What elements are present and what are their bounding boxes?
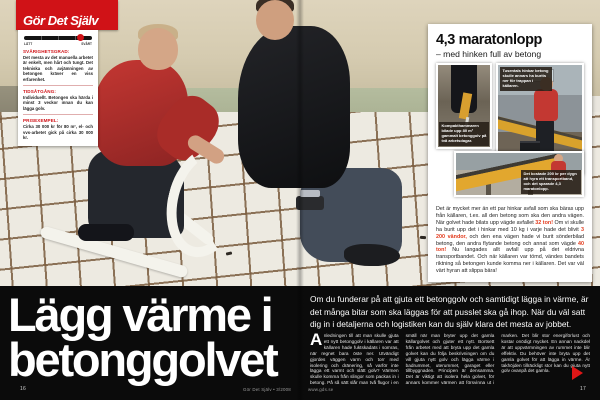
body-column-1: nledningen till att man skulle gjuta ett nytt betonggolv i källaren var att källaren hade fuktskadats i somras, när regnet bara öste ner. Utvändigt gjordes väggen varm och torr med isolering och dränering, så varför inte lägga ett varmt och slätt golv? Värmen skulle komma från slingor som packas in i betong. På så xyxy=(310,333,399,386)
photo-conveyor xyxy=(454,151,584,197)
body-column-2: sätt slår man två flugor i en smäll när man bryter upp det gamla källargolvet och gjuter ett nytt. Bortsett från arbetet med att bryta upp det gamla golvet kan du följa beskrivningen om du vill gjuta nytt golv och lägga värme i badrummet, uterummet, garaget eller tillbyggnaden. Principen är densamma. Det är viktigt att isolera xyxy=(340,333,495,386)
page-number-left: 16 xyxy=(20,386,26,392)
worker-right-head xyxy=(256,0,294,40)
panel-divider xyxy=(23,114,93,115)
masthead-banner xyxy=(16,0,118,30)
sidebar-photo-collage xyxy=(436,63,584,201)
caption-bucket: Tusentals hinkar betong skulle annars ha burits ner för trappan i källaren. xyxy=(500,67,552,91)
scale-tick xyxy=(58,36,59,40)
worker-right-shoe xyxy=(344,244,400,266)
worker-left-shoe xyxy=(78,224,134,241)
mesh-clip xyxy=(420,236,426,240)
drop-cap: A xyxy=(310,333,323,349)
difficulty-heading: SVÅRIGHETSGRAD: xyxy=(23,49,70,54)
price-heading: PRISEXEMPEL: xyxy=(23,118,59,124)
price-text: Cirka 30 000 kr för 80 m², el- och vvs-arbetet gick på cirka 30 000 kr. xyxy=(23,124,93,141)
bucket-man-torso xyxy=(534,89,558,121)
difficulty-marker-icon xyxy=(77,34,84,41)
website-footer: www.gds.se xyxy=(308,387,334,392)
worker-right-torso xyxy=(238,26,350,188)
info-panel xyxy=(18,30,98,146)
feature-headline xyxy=(8,288,277,386)
drill-tool-top xyxy=(300,190,320,197)
page-number-right: 17 xyxy=(580,386,586,392)
difficulty-scale-labels xyxy=(24,42,92,46)
panel-divider xyxy=(23,85,93,86)
difficulty-scale xyxy=(24,36,92,40)
headline-line2: betonggolvet xyxy=(8,333,277,386)
scale-tick xyxy=(41,36,42,40)
feature-body-columns xyxy=(310,333,590,387)
difficulty-text: Det mesta av det manuella arbetet är enkelt, men hårt och tungt. Det tekniska och avjämningen av betongen kräver en viss erfarenhet. xyxy=(23,55,93,82)
feature-intro: Om du funderar på att gjuta ett betonggolv och samtidigt lägga in värme, är det många bitar som ska läggas för att pusslet ska gå ihop. När du väl satt dig in i detaljerna och logistiken kan du själv klara det mesta av jobbet. xyxy=(310,294,589,330)
headline-line1: Lägg värme i xyxy=(8,288,272,341)
worker-left-head xyxy=(138,28,178,70)
scale-label-hard: SVÅRT xyxy=(81,42,92,46)
drill-tool xyxy=(296,196,324,210)
feature-band xyxy=(0,286,600,400)
time-text: Individuellt. Betongen ska härda i minst 3 veckor innan du kan lägga golv. xyxy=(23,95,93,111)
sidebar-subtitle: – med hinken full av betong xyxy=(436,49,542,59)
issue-credit: Gör Det Själv • 3/2008 xyxy=(243,387,291,392)
scale-tick xyxy=(75,36,76,40)
next-page-arrow-icon xyxy=(572,366,583,380)
time-heading: TIDSÅTGÅNG: xyxy=(23,89,56,95)
caption-conveyor: Det kostade 200 kr per dygn att hyra ett transportband, och det sparade 4,3 maratonlopp. xyxy=(521,170,581,194)
sidebar-body-text: Det är mycket mer än ett par hinkar avfall som ska bäras upp från källaren, t.ex. all den betong som ska den andra vägen. När golvet hade bilats upp vägde avfallet 32 ton! Om vi skulle ha burit upp det i hinkar med 10 kg i varje hade det blivit 3 200 vändor, och den ena vägen hade vi burit sönderbilad betong, den andra flytande betong och annat som vägde 40 ton! Nu langades allt avfall upp på det eldrivna transportbandet. Och när källaren var tömd, vändes bandets riktning så betongen kunde komma ner i källaren. Det var väl värt hyran att slippa bära! xyxy=(436,206,585,275)
body-column-3: hela golvet, för annars kommer värmen att försvinna ut i marken. Det blir stor energiförlust och kostar onödigt mycket. En annan nackdel är att uppvärmningen av rummet inte blir effektiv. Du behöver inte bryta upp det gamla golvet för att lägga in värme. Är takhöjden tillräckligt stor kan du gjuta nytt golv ovanpå det gamla. xyxy=(405,333,590,386)
caption-jackhammer: Kompakthammaren bilade upp 80 m² gammalt betonggolv på två arbetsdagar. xyxy=(439,122,489,146)
sidebar-article xyxy=(428,24,592,282)
photo-jackhammer xyxy=(436,63,492,149)
scale-label-easy: LÄTT xyxy=(24,42,33,46)
masthead-title: Gör Det Själv xyxy=(23,13,99,28)
sidebar-title: 4,3 maratonlopp xyxy=(436,32,542,48)
